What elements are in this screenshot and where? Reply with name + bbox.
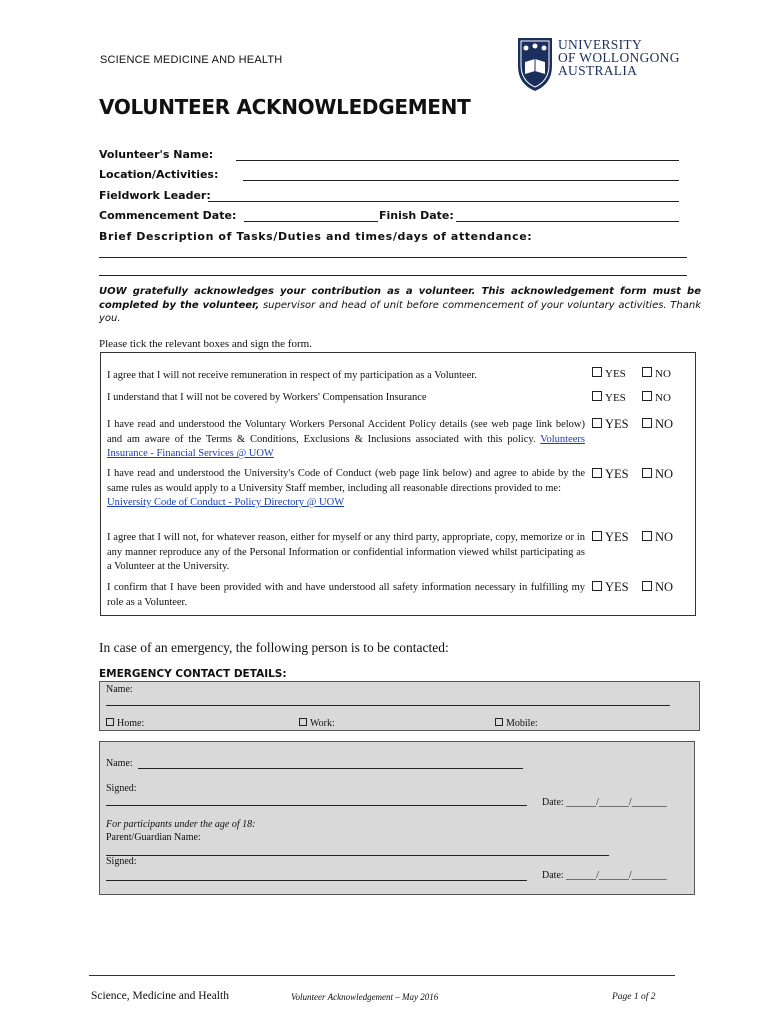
signoff-name-label: Name:	[106, 758, 133, 769]
ec-mobile[interactable]: Mobile:	[495, 718, 538, 729]
checkbox-icon[interactable]	[592, 391, 602, 401]
q4-yes[interactable]: YES	[592, 467, 629, 482]
finish-date-label: Finish Date:	[379, 209, 454, 222]
volunteer-name-field[interactable]	[236, 160, 679, 161]
q4-no[interactable]: NO	[642, 467, 673, 482]
fieldwork-leader-field[interactable]	[208, 201, 679, 202]
checkbox-icon[interactable]	[642, 391, 652, 401]
question-4: I have read and understood the University's Code of Conduct (web page link below) and agree to abide by the same rules as would apply to a University Staff member, including all reasonable directions provided to me: University Code of Conduct - Policy Directory @ UOW	[107, 468, 585, 508]
signoff-signed-label: Signed:	[106, 783, 137, 794]
ec-name-field[interactable]	[106, 705, 670, 706]
checkbox-icon[interactable]	[592, 531, 602, 541]
instructions: Please tick the relevant boxes and sign the form.	[99, 338, 312, 350]
footer-faculty: Science, Medicine and Health	[91, 990, 229, 1002]
brief-description-label: Brief Description of Tasks/Duties and times/days of attendance:	[99, 230, 533, 243]
insurance-link[interactable]: Volunteers Insurance - Financial Services @ UOW	[107, 433, 585, 459]
logo-line-3: AUSTRALIA	[558, 63, 638, 78]
emergency-contact-label: EMERGENCY CONTACT DETAILS:	[99, 668, 287, 680]
checkbox-icon[interactable]	[592, 367, 602, 377]
q1-yes[interactable]: YES	[592, 367, 626, 380]
checkbox-icon[interactable]	[642, 367, 652, 377]
location-field[interactable]	[243, 180, 679, 181]
guardian-signature-field[interactable]	[106, 880, 527, 881]
question-6: I confirm that I have been provided with and have understood all safety information necessary in fulfilling my role as a Volunteer.	[107, 582, 585, 608]
checkbox-icon[interactable]	[592, 581, 602, 591]
guardian-name-label: Parent/Guardian Name:	[106, 832, 201, 843]
checkbox-icon[interactable]	[592, 418, 602, 428]
footer-rule	[89, 975, 675, 976]
logo-line-1: UNIVERSITY	[558, 37, 642, 52]
acknowledgement-text	[99, 285, 701, 326]
code-of-conduct-link[interactable]: University Code of Conduct - Policy Directory @ UOW	[107, 497, 345, 508]
under-18-note: For participants under the age of 18:	[106, 819, 256, 830]
signoff-name-field[interactable]	[138, 768, 523, 769]
q3-yes[interactable]: YES	[592, 417, 629, 432]
checkbox-icon[interactable]	[642, 418, 652, 428]
q2-yes[interactable]: YES	[592, 391, 626, 404]
commencement-date-label: Commencement Date:	[99, 209, 237, 222]
emergency-intro: In case of an emergency, the following person is to be contacted:	[99, 640, 449, 655]
q5-yes[interactable]: YES	[592, 530, 629, 545]
checkbox-icon[interactable]	[592, 468, 602, 478]
checkbox-icon[interactable]	[495, 718, 503, 726]
finish-date-field[interactable]	[456, 221, 679, 222]
logo-line-2: OF WOLLONGONG	[558, 50, 680, 65]
acknowledgement-bold: UOW gratefully acknowledges your contribution as a volunteer. This acknowledgement form must be completed by the volunteer,	[99, 286, 701, 311]
volunteer-name-label: Volunteer's Name:	[99, 148, 214, 161]
signoff-signature-field[interactable]	[106, 805, 527, 806]
q2-no[interactable]: NO	[642, 391, 671, 404]
guardian-name-field[interactable]	[106, 855, 609, 856]
question-2: I understand that I will not be covered by Workers' Compensation Insurance	[107, 392, 427, 403]
q1-no[interactable]: NO	[642, 367, 671, 380]
page-title: VOLUNTEER ACKNOWLEDGEMENT	[99, 95, 471, 119]
q6-yes[interactable]: YES	[592, 580, 629, 595]
crest-icon	[516, 36, 554, 92]
q3-no[interactable]: NO	[642, 417, 673, 432]
checkbox-icon[interactable]	[642, 468, 652, 478]
location-label: Location/Activities:	[99, 168, 219, 181]
fieldwork-leader-label: Fieldwork Leader:	[99, 189, 211, 202]
footer-doc-title: Volunteer Acknowledgement – May 2016	[291, 992, 439, 1002]
agreement-box	[100, 352, 696, 616]
footer-page-number: Page 1 of 2	[612, 992, 656, 1002]
checkbox-icon[interactable]	[642, 531, 652, 541]
q6-no[interactable]: NO	[642, 580, 673, 595]
checkbox-icon[interactable]	[106, 718, 114, 726]
emergency-contact-box	[99, 681, 700, 731]
question-5: I agree that I will not, for whatever reason, either for myself or any third party, appropriate, copy, memorize or in any manner reproduce any of the Personal Information or confidential information viewed whilst participating as a Volunteer at the University.	[107, 532, 585, 572]
guardian-signed-label: Signed:	[106, 856, 137, 867]
description-line-1[interactable]	[99, 257, 687, 258]
q5-no[interactable]: NO	[642, 530, 673, 545]
university-logo	[516, 36, 696, 94]
signoff-box	[99, 741, 695, 895]
question-1: I agree that I will not receive remuneration in respect of my participation as a Volunteer.	[107, 370, 477, 381]
faculty-name: SCIENCE MEDICINE AND HEALTH	[100, 54, 283, 66]
acknowledgement-rest: supervisor and head of unit before commencement of your voluntary activities. Thank you.	[99, 299, 701, 324]
ec-name-label: Name:	[106, 684, 133, 695]
checkbox-icon[interactable]	[642, 581, 652, 591]
signoff-date[interactable]: Date: ______/______/_______	[542, 797, 667, 808]
checkbox-icon[interactable]	[299, 718, 307, 726]
commencement-date-field[interactable]	[244, 221, 378, 222]
ec-home[interactable]: Home:	[106, 718, 144, 729]
guardian-date[interactable]: Date: ______/______/_______	[542, 870, 667, 881]
ec-work[interactable]: Work:	[299, 718, 335, 729]
question-3: I have read and understood the Voluntary Workers Personal Accident Policy details (see web page link below) and am aware of the Terms & Conditions, Exclusions & Inclusions associated with this policy. Volunteers Insurance - Financial Services @ UOW	[107, 419, 585, 459]
description-line-2[interactable]	[99, 275, 687, 276]
